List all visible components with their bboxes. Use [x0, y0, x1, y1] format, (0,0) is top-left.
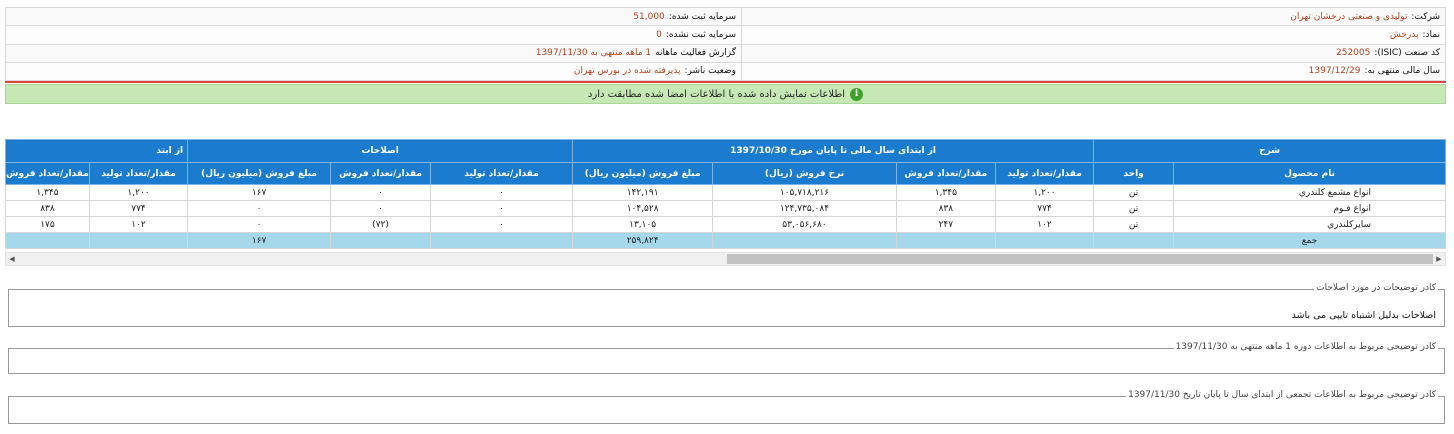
- info-row-unregistered-capital: [6, 26, 741, 44]
- corrections-notes-text: اصلاحات بدلیل اشتباه تایپی می باشد: [1291, 310, 1436, 321]
- cell-corr-production-qty: ۰: [431, 185, 573, 201]
- cell-product-name: سایرکلندري: [1174, 217, 1446, 233]
- cumulative-notes-legend: کادر توضیحی مربوط به اطلاعات تجمعی از ابتدای سال تا پایان تاریخ 1397/11/30: [1128, 390, 1436, 400]
- total-corr-sales-amount: ۱۶۷: [188, 233, 331, 249]
- col-corr-sales-qty[interactable]: مقدار/تعداد فروش: [331, 163, 431, 185]
- total-cell-empty: [431, 233, 573, 249]
- header-next-period: از ابتد: [6, 140, 188, 163]
- col-sales-rate[interactable]: نرخ فروش (ریال): [713, 163, 897, 185]
- cell-unit: تن: [1094, 217, 1174, 233]
- col-unit[interactable]: واحد: [1094, 163, 1174, 185]
- fiscal-year-value: 1397/12/29: [1308, 66, 1361, 77]
- registered-capital-value: 51,000: [633, 11, 665, 22]
- cell-sales-amount: ۱۳,۱۰۵: [573, 217, 713, 233]
- cell-sales-rate: ۱۰۵,۷۱۸,۲۱۶: [713, 185, 897, 201]
- monthly-period-notes-box: [8, 342, 1445, 374]
- total-cell-empty: [995, 233, 1093, 249]
- cell-next-sales-qty: ۸۳۸: [6, 201, 90, 217]
- total-cell-empty: [6, 233, 90, 249]
- cell-next-production-qty: ۱,۲۰۰: [89, 185, 187, 201]
- cell-product-name: انواع مشمع کلندري: [1174, 185, 1446, 201]
- col-next-production-qty[interactable]: مقدار/تعداد تولید: [89, 163, 187, 185]
- cell-next-sales-qty: ۱,۳۴۵: [6, 185, 90, 201]
- total-row: [6, 233, 1446, 249]
- cell-production-qty: ۱,۲۰۰: [995, 185, 1093, 201]
- info-row-fiscal-year: [742, 63, 1445, 80]
- info-label: سرمایه ثبت نشده:: [665, 29, 736, 40]
- cell-next-production-qty: ۱۰۲: [89, 217, 187, 233]
- header-corrections: اصلاحات: [188, 140, 573, 163]
- isic-value: 252005: [1336, 48, 1371, 59]
- divider: [5, 81, 1446, 83]
- cell-production-qty: ۱۰۲: [995, 217, 1093, 233]
- corrections-notes-box: [8, 283, 1445, 327]
- header-period-from-start: از ابتدای سال مالی تا پایان مورخ 1397/10/30: [573, 140, 1094, 163]
- grid-column-header-row: [6, 163, 1446, 185]
- cell-corr-sales-qty: ۰: [331, 201, 431, 217]
- unregistered-capital-value: 0: [656, 29, 662, 40]
- col-sales-qty[interactable]: مقدار/تعداد فروش: [896, 163, 995, 185]
- total-sales-amount: ۲۵۹,۸۲۴: [573, 233, 713, 249]
- cell-sales-amount: ۱۰۴,۵۲۸: [573, 201, 713, 217]
- info-label: سال مالی منتهی به:: [1364, 66, 1440, 77]
- monthly-period-notes-legend: کادر توضیحی مربوط به اطلاعات دوره 1 ماهه منتهی به 1397/11/30: [1175, 342, 1436, 352]
- col-next-sales-qty[interactable]: مقدار/تعداد فروش: [6, 163, 90, 185]
- col-corr-production-qty[interactable]: مقدار/تعداد تولید: [431, 163, 573, 185]
- production-sales-grid: [5, 139, 1446, 251]
- info-label: سرمایه ثبت شده:: [668, 11, 736, 22]
- total-cell-empty: [896, 233, 995, 249]
- col-corr-sales-amount[interactable]: مبلغ فروش (میلیون ریال): [188, 163, 331, 185]
- col-sales-amount[interactable]: مبلغ فروش (میلیون ریال): [573, 163, 713, 185]
- cell-corr-sales-qty: ۰: [331, 185, 431, 201]
- info-row-registered-capital: [6, 8, 741, 26]
- publisher-status-value: پذیرفته شده در بورس تهران: [573, 66, 681, 77]
- info-label: وضعیت ناشر:: [684, 66, 736, 77]
- total-cell-empty: [89, 233, 187, 249]
- cell-sales-qty: ۸۳۸: [896, 201, 995, 217]
- cell-unit: تن: [1094, 201, 1174, 217]
- cell-sales-rate: ۱۲۴,۷۳۵,۰۸۴: [713, 201, 897, 217]
- header-description: شرح: [1094, 140, 1446, 163]
- cell-production-qty: ۷۷۴: [995, 201, 1093, 217]
- total-cell-empty: [1094, 233, 1174, 249]
- info-row-isic: [742, 45, 1445, 63]
- info-row-report-type: [6, 45, 741, 63]
- table-row: [6, 201, 1446, 217]
- cell-sales-qty: ۱,۳۴۵: [896, 185, 995, 201]
- info-label: کد صنعت (ISIC):: [1374, 48, 1440, 59]
- info-row-company: [742, 8, 1445, 26]
- total-cell-empty: [713, 233, 897, 249]
- info-label: شرکت:: [1411, 11, 1440, 22]
- scroll-right-arrow-icon[interactable]: ▶: [1436, 255, 1442, 263]
- cell-corr-production-qty: ۰: [431, 217, 573, 233]
- cell-corr-sales-amount: ۰: [188, 201, 331, 217]
- info-icon: i: [850, 88, 863, 101]
- info-row-publisher-status: [6, 63, 741, 80]
- grid-table: [5, 139, 1446, 249]
- cell-corr-sales-amount: ۰: [188, 217, 331, 233]
- info-column-right: [742, 8, 1445, 80]
- info-row-symbol: [742, 26, 1445, 44]
- verification-banner: [5, 84, 1446, 104]
- cell-sales-amount: ۱۴۲,۱۹۱: [573, 185, 713, 201]
- company-name-value: تولیدی و صنعتی درخشان تهران: [1290, 11, 1408, 22]
- cumulative-notes-box: [8, 390, 1445, 424]
- scrollbar-thumb[interactable]: [727, 254, 1433, 264]
- cell-product-name: انواع فـوم: [1174, 201, 1446, 217]
- total-label: جمع: [1174, 233, 1446, 249]
- cell-unit: تن: [1094, 185, 1174, 201]
- cell-corr-sales-qty: (۷۲): [331, 217, 431, 233]
- grid-group-header-row: [6, 140, 1446, 163]
- report-period-value: 1 ماهه منتهی به 1397/11/30: [535, 48, 652, 59]
- table-row: [6, 185, 1446, 201]
- table-row: [6, 217, 1446, 233]
- cell-corr-sales-amount: ۱۶۷: [188, 185, 331, 201]
- cell-sales-rate: ۵۳,۰۵۶,۶۸۰: [713, 217, 897, 233]
- cell-corr-production-qty: ۰: [431, 201, 573, 217]
- symbol-value: پدرخش: [1389, 29, 1419, 40]
- corrections-notes-legend: کادر توضیحات در مورد اصلاحات: [1316, 283, 1436, 293]
- scroll-left-arrow-icon[interactable]: ◀: [9, 255, 15, 263]
- col-production-qty[interactable]: مقدار/تعداد تولید: [995, 163, 1093, 185]
- total-cell-empty: [331, 233, 431, 249]
- info-label: گزارش فعالیت ماهانه: [655, 48, 736, 59]
- cell-next-production-qty: ۷۷۴: [89, 201, 187, 217]
- col-product-name[interactable]: نام محصول: [1174, 163, 1446, 185]
- horizontal-scrollbar[interactable]: [5, 252, 1446, 266]
- cell-next-sales-qty: ۱۷۵: [6, 217, 90, 233]
- info-label: نماد:: [1422, 29, 1440, 40]
- cell-sales-qty: ۲۴۷: [896, 217, 995, 233]
- verification-message: اطلاعات نمایش داده شده با اطلاعات امضا شده مطابقت دارد: [587, 88, 846, 100]
- info-column-left: [6, 8, 742, 80]
- company-info-table: [5, 7, 1446, 81]
